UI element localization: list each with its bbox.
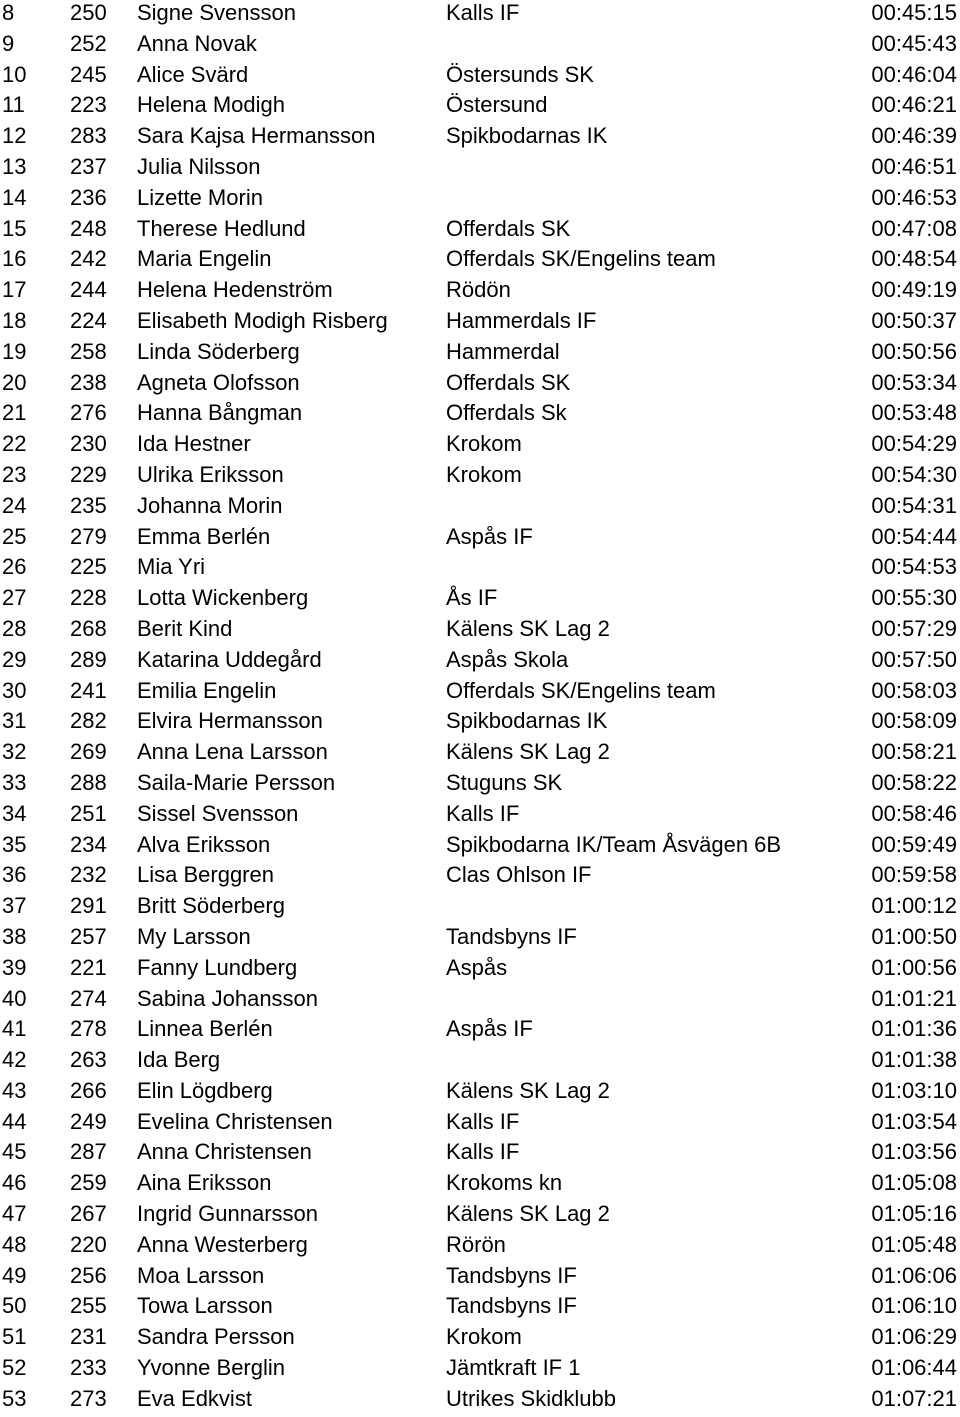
place-cell: 23 bbox=[2, 461, 27, 487]
time-cell: 01:05:16 bbox=[871, 1201, 957, 1227]
club-cell: Offerdals SK/Engelins team bbox=[446, 246, 716, 272]
table-row bbox=[0, 647, 960, 678]
place-cell: 40 bbox=[2, 985, 27, 1011]
name-cell: Helena Modigh bbox=[137, 92, 285, 118]
time-cell: 00:54:29 bbox=[871, 431, 957, 457]
club-cell: Spikbodarna IK/Team Åsvägen 6B bbox=[446, 831, 782, 857]
table-row bbox=[0, 1324, 960, 1355]
place-cell: 45 bbox=[2, 1139, 27, 1165]
place-cell: 29 bbox=[2, 646, 27, 672]
table-row bbox=[0, 585, 960, 616]
place-cell: 10 bbox=[2, 61, 27, 87]
table-row bbox=[0, 1047, 960, 1078]
bib-cell: 257 bbox=[70, 923, 107, 949]
bib-cell: 244 bbox=[70, 277, 107, 303]
bib-cell: 248 bbox=[70, 215, 107, 241]
name-cell: Elin Lögdberg bbox=[137, 1077, 273, 1103]
bib-cell: 268 bbox=[70, 615, 107, 641]
club-cell: Offerdals SK bbox=[446, 215, 571, 241]
club-cell: Clas Ohlson IF bbox=[446, 862, 592, 888]
place-cell: 53 bbox=[2, 1385, 27, 1411]
time-cell: 00:58:09 bbox=[871, 708, 957, 734]
name-cell: Alice Svärd bbox=[137, 61, 249, 87]
club-cell: Aspås IF bbox=[446, 1016, 533, 1042]
bib-cell: 255 bbox=[70, 1293, 107, 1319]
name-cell: Lisa Berggren bbox=[137, 862, 274, 888]
time-cell: 01:01:38 bbox=[871, 1047, 957, 1073]
bib-cell: 287 bbox=[70, 1139, 107, 1165]
club-cell: Kälens SK Lag 2 bbox=[446, 615, 610, 641]
club-cell: Aspås IF bbox=[446, 523, 533, 549]
time-cell: 00:59:49 bbox=[871, 831, 957, 857]
club-cell: Rörön bbox=[446, 1231, 506, 1257]
club-cell: Aspås Skola bbox=[446, 646, 569, 672]
place-cell: 44 bbox=[2, 1108, 27, 1134]
table-row bbox=[0, 1232, 960, 1263]
bib-cell: 230 bbox=[70, 431, 107, 457]
bib-cell: 221 bbox=[70, 954, 107, 980]
club-cell: Hammerdal bbox=[446, 338, 560, 364]
place-cell: 39 bbox=[2, 954, 27, 980]
time-cell: 00:45:43 bbox=[871, 30, 957, 56]
name-cell: Sissel Svensson bbox=[137, 800, 299, 826]
name-cell: Evelina Christensen bbox=[137, 1108, 333, 1134]
club-cell: Hammerdals IF bbox=[446, 307, 597, 333]
time-cell: 00:54:30 bbox=[871, 461, 957, 487]
club-cell: Spikbodarnas IK bbox=[446, 123, 608, 149]
bib-cell: 229 bbox=[70, 461, 107, 487]
bib-cell: 228 bbox=[70, 585, 107, 611]
table-row bbox=[0, 339, 960, 370]
bib-cell: 263 bbox=[70, 1047, 107, 1073]
place-cell: 19 bbox=[2, 338, 27, 364]
table-row bbox=[0, 246, 960, 277]
place-cell: 50 bbox=[2, 1293, 27, 1319]
name-cell: Anna Christensen bbox=[137, 1139, 312, 1165]
time-cell: 01:03:10 bbox=[871, 1077, 957, 1103]
place-cell: 42 bbox=[2, 1047, 27, 1073]
place-cell: 46 bbox=[2, 1170, 27, 1196]
name-cell: Hanna Bångman bbox=[137, 400, 303, 426]
name-cell: Lotta Wickenberg bbox=[137, 585, 309, 611]
name-cell: Emilia Engelin bbox=[137, 677, 277, 703]
time-cell: 00:58:03 bbox=[871, 677, 957, 703]
bib-cell: 245 bbox=[70, 61, 107, 87]
table-row bbox=[0, 801, 960, 832]
bib-cell: 274 bbox=[70, 985, 107, 1011]
table-row bbox=[0, 1109, 960, 1140]
table-row bbox=[0, 1386, 960, 1417]
bib-cell: 282 bbox=[70, 708, 107, 734]
time-cell: 00:54:44 bbox=[871, 523, 957, 549]
place-cell: 14 bbox=[2, 184, 27, 210]
name-cell: Maria Engelin bbox=[137, 246, 272, 272]
club-cell: Rödön bbox=[446, 277, 511, 303]
place-cell: 20 bbox=[2, 369, 27, 395]
bib-cell: 273 bbox=[70, 1385, 107, 1411]
time-cell: 01:06:29 bbox=[871, 1324, 957, 1350]
name-cell: Ingrid Gunnarsson bbox=[137, 1201, 318, 1227]
name-cell: Berit Kind bbox=[137, 615, 233, 641]
club-cell: Offerdals SK/Engelins team bbox=[446, 677, 716, 703]
club-cell: Krokom bbox=[446, 461, 522, 487]
club-cell: Krokoms kn bbox=[446, 1170, 563, 1196]
time-cell: 00:46:39 bbox=[871, 123, 957, 149]
table-row bbox=[0, 893, 960, 924]
place-cell: 31 bbox=[2, 708, 27, 734]
place-cell: 30 bbox=[2, 677, 27, 703]
table-row bbox=[0, 554, 960, 585]
table-row bbox=[0, 678, 960, 709]
name-cell: Signe Svensson bbox=[137, 0, 296, 25]
table-row bbox=[0, 1201, 960, 1232]
time-cell: 00:57:29 bbox=[871, 615, 957, 641]
club-cell: Östersunds SK bbox=[446, 61, 594, 87]
place-cell: 43 bbox=[2, 1077, 27, 1103]
name-cell: Ida Berg bbox=[137, 1047, 221, 1073]
bib-cell: 267 bbox=[70, 1201, 107, 1227]
club-cell: Stuguns SK bbox=[446, 769, 563, 795]
place-cell: 47 bbox=[2, 1201, 27, 1227]
bib-cell: 258 bbox=[70, 338, 107, 364]
table-row bbox=[0, 154, 960, 185]
time-cell: 00:58:22 bbox=[871, 769, 957, 795]
place-cell: 13 bbox=[2, 153, 27, 179]
place-cell: 22 bbox=[2, 431, 27, 457]
name-cell: Ida Hestner bbox=[137, 431, 251, 457]
place-cell: 17 bbox=[2, 277, 27, 303]
place-cell: 38 bbox=[2, 923, 27, 949]
club-cell: Kalls IF bbox=[446, 1108, 520, 1134]
bib-cell: 249 bbox=[70, 1108, 107, 1134]
place-cell: 33 bbox=[2, 769, 27, 795]
table-row bbox=[0, 31, 960, 62]
place-cell: 36 bbox=[2, 862, 27, 888]
club-cell: Jämtkraft IF 1 bbox=[446, 1355, 581, 1381]
place-cell: 8 bbox=[2, 0, 15, 25]
time-cell: 01:00:56 bbox=[871, 954, 957, 980]
club-cell: Tandsbyns IF bbox=[446, 1262, 577, 1288]
place-cell: 9 bbox=[2, 30, 15, 56]
club-cell: Tandsbyns IF bbox=[446, 1293, 577, 1319]
time-cell: 01:05:48 bbox=[871, 1231, 957, 1257]
time-cell: 00:46:21 bbox=[871, 92, 957, 118]
club-cell: Kalls IF bbox=[446, 0, 520, 25]
name-cell: Elisabeth Modigh Risberg bbox=[137, 307, 388, 333]
time-cell: 01:06:06 bbox=[871, 1262, 957, 1288]
table-row bbox=[0, 1293, 960, 1324]
place-cell: 25 bbox=[2, 523, 27, 549]
table-row bbox=[0, 616, 960, 647]
place-cell: 41 bbox=[2, 1016, 27, 1042]
time-cell: 01:06:44 bbox=[871, 1355, 957, 1381]
name-cell: Elvira Hermansson bbox=[137, 708, 323, 734]
place-cell: 32 bbox=[2, 739, 27, 765]
table-row bbox=[0, 1263, 960, 1294]
bib-cell: 225 bbox=[70, 554, 107, 580]
name-cell: Anna Lena Larsson bbox=[137, 739, 328, 765]
name-cell: Sabina Johansson bbox=[137, 985, 319, 1011]
name-cell: Linda Söderberg bbox=[137, 338, 300, 364]
bib-cell: 236 bbox=[70, 184, 107, 210]
time-cell: 01:01:21 bbox=[871, 985, 957, 1011]
name-cell: Moa Larsson bbox=[137, 1262, 265, 1288]
bib-cell: 220 bbox=[70, 1231, 107, 1257]
bib-cell: 289 bbox=[70, 646, 107, 672]
table-row bbox=[0, 308, 960, 339]
time-cell: 00:46:53 bbox=[871, 184, 957, 210]
table-row bbox=[0, 400, 960, 431]
time-cell: 01:03:54 bbox=[871, 1108, 957, 1134]
time-cell: 00:47:08 bbox=[871, 215, 957, 241]
time-cell: 01:00:50 bbox=[871, 923, 957, 949]
bib-cell: 251 bbox=[70, 800, 107, 826]
table-row bbox=[0, 1139, 960, 1170]
table-row bbox=[0, 1170, 960, 1201]
table-row bbox=[0, 462, 960, 493]
name-cell: Yvonne Berglin bbox=[137, 1355, 285, 1381]
table-row bbox=[0, 924, 960, 955]
table-row bbox=[0, 1078, 960, 1109]
place-cell: 51 bbox=[2, 1324, 27, 1350]
name-cell: Katarina Uddegård bbox=[137, 646, 322, 672]
table-row bbox=[0, 832, 960, 863]
table-row bbox=[0, 708, 960, 739]
place-cell: 35 bbox=[2, 831, 27, 857]
bib-cell: 291 bbox=[70, 893, 107, 919]
bib-cell: 278 bbox=[70, 1016, 107, 1042]
club-cell: Spikbodarnas IK bbox=[446, 708, 608, 734]
place-cell: 26 bbox=[2, 554, 27, 580]
name-cell: Towa Larsson bbox=[137, 1293, 273, 1319]
time-cell: 00:55:30 bbox=[871, 585, 957, 611]
club-cell: Kälens SK Lag 2 bbox=[446, 1077, 610, 1103]
club-cell: Östersund bbox=[446, 92, 548, 118]
time-cell: 00:53:34 bbox=[871, 369, 957, 395]
name-cell: Britt Söderberg bbox=[137, 893, 285, 919]
bib-cell: 242 bbox=[70, 246, 107, 272]
table-row bbox=[0, 123, 960, 154]
place-cell: 48 bbox=[2, 1231, 27, 1257]
time-cell: 00:50:37 bbox=[871, 307, 957, 333]
name-cell: Anna Novak bbox=[137, 30, 257, 56]
name-cell: Helena Hedenström bbox=[137, 277, 333, 303]
bib-cell: 259 bbox=[70, 1170, 107, 1196]
name-cell: Sandra Persson bbox=[137, 1324, 295, 1350]
table-row bbox=[0, 216, 960, 247]
time-cell: 01:03:56 bbox=[871, 1139, 957, 1165]
club-cell: Aspås bbox=[446, 954, 508, 980]
time-cell: 01:00:12 bbox=[871, 893, 957, 919]
club-cell: Offerdals Sk bbox=[446, 400, 567, 426]
place-cell: 18 bbox=[2, 307, 27, 333]
bib-cell: 237 bbox=[70, 153, 107, 179]
time-cell: 00:45:15 bbox=[871, 0, 957, 25]
name-cell: Eva Edkvist bbox=[137, 1385, 252, 1411]
bib-cell: 234 bbox=[70, 831, 107, 857]
place-cell: 24 bbox=[2, 492, 27, 518]
club-cell: Kälens SK Lag 2 bbox=[446, 1201, 610, 1227]
time-cell: 01:06:10 bbox=[871, 1293, 957, 1319]
time-cell: 01:07:21 bbox=[871, 1385, 957, 1411]
club-cell: Kälens SK Lag 2 bbox=[446, 739, 610, 765]
name-cell: Lizette Morin bbox=[137, 184, 263, 210]
place-cell: 12 bbox=[2, 123, 27, 149]
time-cell: 01:01:36 bbox=[871, 1016, 957, 1042]
name-cell: My Larsson bbox=[137, 923, 251, 949]
name-cell: Emma Berlén bbox=[137, 523, 271, 549]
table-row bbox=[0, 92, 960, 123]
time-cell: 01:05:08 bbox=[871, 1170, 957, 1196]
place-cell: 15 bbox=[2, 215, 27, 241]
time-cell: 00:48:54 bbox=[871, 246, 957, 272]
bib-cell: 235 bbox=[70, 492, 107, 518]
table-row bbox=[0, 739, 960, 770]
bib-cell: 241 bbox=[70, 677, 107, 703]
table-row bbox=[0, 431, 960, 462]
place-cell: 49 bbox=[2, 1262, 27, 1288]
name-cell: Therese Hedlund bbox=[137, 215, 306, 241]
time-cell: 00:49:19 bbox=[871, 277, 957, 303]
bib-cell: 288 bbox=[70, 769, 107, 795]
time-cell: 00:54:53 bbox=[871, 554, 957, 580]
place-cell: 27 bbox=[2, 585, 27, 611]
bib-cell: 233 bbox=[70, 1355, 107, 1381]
bib-cell: 269 bbox=[70, 739, 107, 765]
bib-cell: 250 bbox=[70, 0, 107, 25]
table-row bbox=[0, 493, 960, 524]
name-cell: Linnea Berlén bbox=[137, 1016, 273, 1042]
time-cell: 00:50:56 bbox=[871, 338, 957, 364]
table-row bbox=[0, 1355, 960, 1386]
bib-cell: 238 bbox=[70, 369, 107, 395]
bib-cell: 223 bbox=[70, 92, 107, 118]
bib-cell: 252 bbox=[70, 30, 107, 56]
club-cell: Krokom bbox=[446, 1324, 522, 1350]
name-cell: Saila-Marie Persson bbox=[137, 769, 336, 795]
table-row bbox=[0, 0, 960, 31]
place-cell: 21 bbox=[2, 400, 27, 426]
table-row bbox=[0, 862, 960, 893]
place-cell: 37 bbox=[2, 893, 27, 919]
place-cell: 11 bbox=[2, 92, 25, 118]
name-cell: Ulrika Eriksson bbox=[137, 461, 284, 487]
bib-cell: 279 bbox=[70, 523, 107, 549]
club-cell: Tandsbyns IF bbox=[446, 923, 577, 949]
name-cell: Sara Kajsa Hermansson bbox=[137, 123, 376, 149]
place-cell: 34 bbox=[2, 800, 27, 826]
name-cell: Fanny Lundberg bbox=[137, 954, 298, 980]
time-cell: 00:57:50 bbox=[871, 646, 957, 672]
name-cell: Alva Eriksson bbox=[137, 831, 271, 857]
table-row bbox=[0, 770, 960, 801]
place-cell: 52 bbox=[2, 1355, 27, 1381]
time-cell: 00:58:46 bbox=[871, 800, 957, 826]
time-cell: 00:46:04 bbox=[871, 61, 957, 87]
name-cell: Mia Yri bbox=[137, 554, 206, 580]
name-cell: Agneta Olofsson bbox=[137, 369, 300, 395]
table-row bbox=[0, 1016, 960, 1047]
bib-cell: 276 bbox=[70, 400, 107, 426]
table-row bbox=[0, 955, 960, 986]
time-cell: 00:59:58 bbox=[871, 862, 957, 888]
table-row bbox=[0, 524, 960, 555]
bib-cell: 232 bbox=[70, 862, 107, 888]
place-cell: 28 bbox=[2, 615, 27, 641]
bib-cell: 231 bbox=[70, 1324, 107, 1350]
club-cell: Kalls IF bbox=[446, 800, 520, 826]
name-cell: Johanna Morin bbox=[137, 492, 283, 518]
bib-cell: 256 bbox=[70, 1262, 107, 1288]
bib-cell: 224 bbox=[70, 307, 107, 333]
table-row bbox=[0, 277, 960, 308]
time-cell: 00:54:31 bbox=[871, 492, 957, 518]
name-cell: Julia Nilsson bbox=[137, 153, 261, 179]
table-row bbox=[0, 986, 960, 1017]
club-cell: Kalls IF bbox=[446, 1139, 520, 1165]
time-cell: 00:53:48 bbox=[871, 400, 957, 426]
name-cell: Anna Westerberg bbox=[137, 1231, 308, 1257]
club-cell: Ås IF bbox=[446, 585, 498, 611]
time-cell: 00:46:51 bbox=[871, 153, 957, 179]
table-row bbox=[0, 62, 960, 93]
club-cell: Utrikes Skidklubb bbox=[446, 1385, 616, 1411]
place-cell: 16 bbox=[2, 246, 27, 272]
table-row bbox=[0, 370, 960, 401]
bib-cell: 283 bbox=[70, 123, 107, 149]
bib-cell: 266 bbox=[70, 1077, 107, 1103]
club-cell: Krokom bbox=[446, 431, 522, 457]
table-row bbox=[0, 185, 960, 216]
name-cell: Aina Eriksson bbox=[137, 1170, 272, 1196]
time-cell: 00:58:21 bbox=[871, 739, 957, 765]
club-cell: Offerdals SK bbox=[446, 369, 571, 395]
